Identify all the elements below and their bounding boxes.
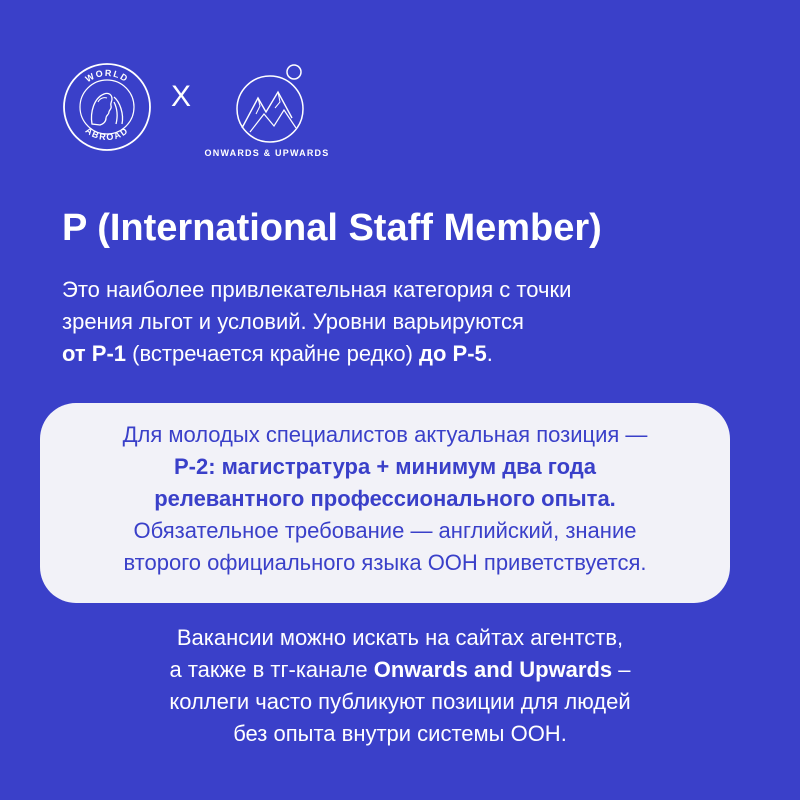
bottom-line-2-pre: а также в тг-канале bbox=[169, 657, 374, 682]
onwards-upwards-label: ONWARDS & UPWARDS bbox=[204, 148, 330, 158]
bottom-line-3: коллеги часто публикуют позиции для людей bbox=[169, 689, 631, 714]
card-bold-line-1: P-2: магистратура + минимум два года bbox=[174, 454, 596, 479]
card-line-5: второго официального языка ООН приветствуется. bbox=[123, 550, 647, 575]
bottom-paragraph bbox=[40, 622, 760, 750]
intro-from-level: от P-1 bbox=[62, 341, 127, 366]
channel-name: Onwards and Upwards bbox=[373, 657, 613, 682]
world-abroad-logo bbox=[62, 62, 152, 152]
intro-end: . bbox=[486, 341, 493, 366]
bottom-line-2-post: – bbox=[612, 657, 631, 682]
svg-text:WORLD: WORLD bbox=[83, 67, 131, 85]
bottom-line-4: без опыта внутри системы ООН. bbox=[233, 721, 567, 746]
intro-to-level: до P-5 bbox=[419, 341, 487, 366]
onwards-upwards-logo bbox=[220, 62, 310, 146]
svg-text:ABROAD: ABROAD bbox=[83, 125, 131, 143]
card-bold-line-2: релевантного профессионального опыта. bbox=[154, 486, 616, 511]
card-line-1: Для молодых специалистов актуальная позиция — bbox=[122, 422, 648, 447]
highlight-card bbox=[40, 403, 730, 603]
separator-x: X bbox=[171, 80, 192, 113]
page-title: P (International Staff Member) bbox=[62, 207, 602, 249]
intro-line-1: Это наиболее привлекательная категория с точки bbox=[62, 277, 572, 302]
card-line-4: Обязательное требование — английский, знание bbox=[133, 518, 637, 543]
bottom-line-1: Вакансии можно искать на сайтах агентств, bbox=[176, 625, 624, 650]
intro-middle: (встречается крайне редко) bbox=[126, 341, 420, 366]
intro-paragraph bbox=[62, 274, 742, 370]
logos-row bbox=[62, 62, 362, 172]
intro-line-2: зрения льгот и условий. Уровни варьируются bbox=[62, 309, 524, 334]
